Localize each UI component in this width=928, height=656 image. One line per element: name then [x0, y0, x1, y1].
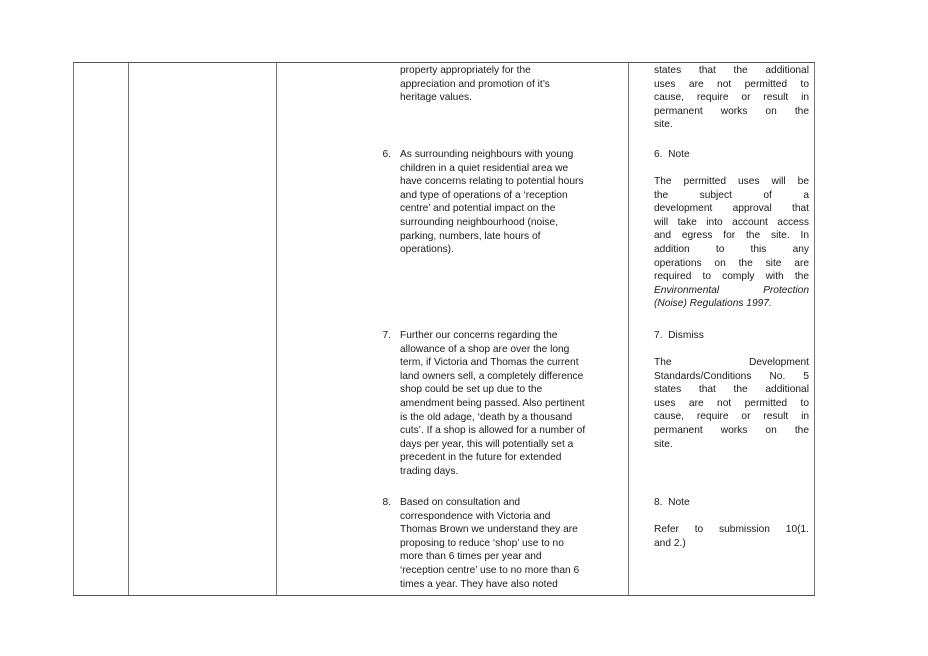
response-text [654, 175, 809, 311]
text-line: Based on consultation and [400, 497, 521, 508]
column-divider [814, 63, 815, 595]
response-line: will take into account access [654, 216, 809, 228]
text-line: shop could be set up due to the [400, 384, 543, 396]
response-text [654, 356, 809, 451]
regulation-reference: Environmental Protection [654, 284, 809, 296]
response-line: Standards/Conditions No. 5 [654, 370, 809, 382]
response-line: cause, require or result in [654, 92, 809, 104]
response-line: the subject of a [654, 189, 809, 201]
text-line: allowance of a shop are over the long [400, 343, 570, 355]
response-line: site. [654, 438, 673, 450]
regulation-reference: (Noise) Regulations 1997. [654, 298, 772, 310]
submission-text [400, 329, 624, 479]
text-line: operations). [400, 244, 454, 256]
response-line: Refer to submission 10(1. [654, 524, 809, 535]
text-line: cuts’. If a shop is allowed for a number of [400, 425, 586, 437]
text-line: trading days. [400, 465, 459, 477]
response-text [654, 523, 809, 550]
text-line: and type of operations of a ‘reception [400, 189, 568, 201]
text-line: days per year, this will potentially set a [400, 438, 574, 450]
text-line: amendment being passed. Also pertinent [400, 397, 585, 409]
response-line: addition to this any [654, 243, 809, 255]
text-line: Further our concerns regarding the [400, 330, 558, 341]
response-line: permanent works on the [654, 105, 809, 117]
response-line: operations on the site are [654, 257, 809, 269]
text-line: term, if Victoria and Thomas the current [400, 357, 579, 369]
column-divider [276, 63, 277, 595]
text-line: precedent in the future for extended [400, 452, 562, 464]
text-line: children in a quiet residential area we [400, 162, 569, 174]
submission-number: 8. [382, 497, 391, 508]
submission-text-continued [400, 64, 624, 105]
response-line: and 2.) [654, 537, 686, 549]
submission-text [400, 496, 624, 591]
text-line: As surrounding neighbours with young [400, 149, 574, 160]
column-divider [628, 63, 629, 595]
response-line: uses are not permitted to [654, 397, 809, 409]
submission-number: 7. [382, 330, 391, 341]
recommendation-label: 6. Note [654, 149, 690, 160]
response-line: cause, require or result in [654, 411, 809, 423]
text-line: more than 6 times per year and [400, 551, 542, 563]
response-line: states that the additional [654, 384, 809, 396]
text-line: property appropriately for the [400, 65, 531, 76]
submission-text [400, 148, 624, 257]
text-line: is the old adage, ‘death by a thousand [400, 411, 573, 423]
text-line: land owners sell, a completely difference [400, 370, 584, 382]
recommendation-label: 7. Dismiss [654, 330, 704, 341]
text-line: centre’ and potential impact on the [400, 203, 556, 215]
text-line: appreciation and promotion of it’s [400, 78, 550, 90]
text-line: ‘reception centre’ use to no more than 6 [400, 564, 580, 576]
column-divider [73, 63, 74, 595]
response-line: The permitted uses will be [654, 176, 809, 187]
response-line: uses are not permitted to [654, 78, 809, 90]
response-line: The Development [654, 357, 809, 368]
response-line: required to comply with the [654, 271, 809, 283]
response-continued [654, 64, 809, 132]
text-line: Thomas Brown we understand they are [400, 524, 578, 536]
response-line: permanent works on the [654, 424, 809, 436]
response-line: states that the additional [654, 65, 809, 76]
response-line: development approval that [654, 203, 809, 215]
text-line: times a year. They have also noted [400, 578, 558, 590]
text-line: surrounding neighbourhood (noise, [400, 216, 559, 228]
response-line: and egress for the site. In [654, 230, 809, 242]
text-line: have concerns relating to potential hours [400, 176, 584, 188]
text-line: correspondence with Victoria and [400, 510, 551, 522]
column-divider [128, 63, 129, 595]
text-line: proposing to reduce ‘shop’ use to no [400, 537, 564, 549]
response-line: site. [654, 119, 673, 131]
recommendation-label: 8. Note [654, 497, 690, 508]
text-line: parking, numbers, late hours of [400, 230, 541, 242]
text-line: heritage values. [400, 92, 472, 104]
submission-number: 6. [382, 149, 391, 160]
